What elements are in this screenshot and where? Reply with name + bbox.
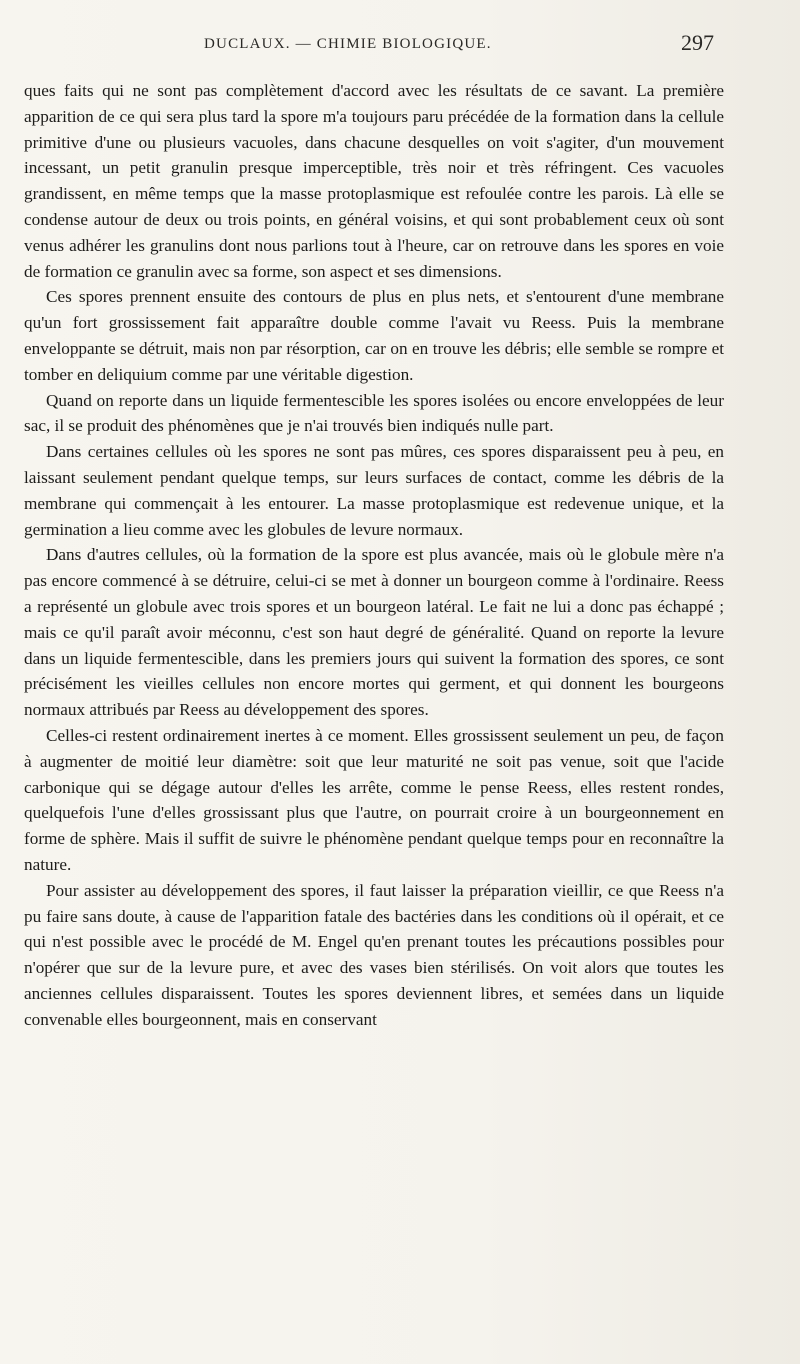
paragraph: Pour assister au développement des spores, il faut laisser la préparation vieillir, ce que Reess n'a pu faire sans doute, à cause de l'apparition fatale des bactéries dans les conditions où il opérait, et ce qui n'est possible avec le procédé de M. Engel qu'en prenant toutes les précautions possibles pour n'opérer que sur de la levure pure, et avec des vases bien stérilisés. On voit alors que toutes les anciennes cellules disparaissent. Toutes les spores deviennent libres, et semées dans un liquide convenable elles bourgeonnent, mais en conservant	[24, 880, 724, 1029]
paragraph: Quand on reporte dans un liquide fermentescible les spores isolées ou encore enveloppées de leur sac, il se produit des phénomènes que je n'ai trouvés bien indiqués nulle part.	[24, 390, 724, 436]
running-head: DUCLAUX. — CHIMIE BIOLOGIQUE.	[204, 36, 492, 52]
paragraph: ques faits qui ne sont pas complètement d'accord avec les résultats de ce savant. La première apparition de ce qui sera plus tard la spore m'a toujours paru précédée de la formation dans la cellule primitive d'une ou plusieurs vacuoles, dans chacune desquelles on voit s'agiter, d'un mouvement incessant, un petit granulin presque imperceptible, très noir et très réfringent. Ces vacuoles grandissent, en même temps que la masse protoplasmique est refoulée contre les parois. Là elle se condense autour de deux ou trois points, en général voisins, et qui sont probablement ceux où sont venus adhérer les granulins dont nous parlions tout à l'heure, car on retrouve dans les spores en voie de formation ce granulin avec sa forme, son aspect et ses dimensions.	[24, 81, 724, 281]
paragraph: Ces spores prennent ensuite des contours de plus en plus nets, et s'entourent d'une membrane qu'un fort grossissement fait apparaître double comme l'avait vu Reess. Puis la membrane enveloppante se détruit, mais non par résorption, car on en trouve les débris; elle semble se rompre et tomber en deliquium comme par une véritable digestion.	[24, 287, 724, 384]
page-number: 297	[681, 30, 714, 55]
page-header	[24, 30, 724, 66]
paragraph: Dans certaines cellules où les spores ne sont pas mûres, ces spores disparaissent peu à peu, en laissant seulement pendant quelque temps, sur leurs surfaces de contact, comme les débris de la membrane qui commençait à les entourer. La masse protoplasmique est redevenue unique, et la germination a lieu comme avec les globules de levure normaux.	[24, 442, 724, 539]
body-text	[24, 78, 724, 1032]
paragraph: Dans d'autres cellules, où la formation de la spore est plus avancée, mais où le globule mère n'a pas encore commencé à se détruire, celui-ci se met à donner un bourgeon comme à l'ordinaire. Reess a représenté un globule avec trois spores et un bourgeon latéral. Le fait ne lui a donc pas échappé ; mais ce qu'il paraît avoir méconnu, c'est son haut degré de généralité. Quand on reporte la levure dans un liquide fermentescible, dans les premiers jours qui suivent la formation des spores, ce sont précisément les vieilles cellules non encore mortes qui germent, et qui donnent les bourgeons normaux attribués par Reess au développement des spores.	[24, 545, 724, 720]
paragraph: Celles-ci restent ordinairement inertes à ce moment. Elles grossissent seulement un peu, de façon à augmenter de moitié leur diamètre: soit que leur maturité ne soit pas venue, soit que l'acide carbonique qui se dégage autour d'elles les arrête, comme le pense Reess, elles restent rondes, quelquefois l'une d'elles grossissant plus que l'autre, on pourrait croire à un bourgeonnement en forme de sphère. Mais il suffit de suivre le phénomène pendant quelque temps pour en reconnaître la nature.	[24, 725, 724, 874]
